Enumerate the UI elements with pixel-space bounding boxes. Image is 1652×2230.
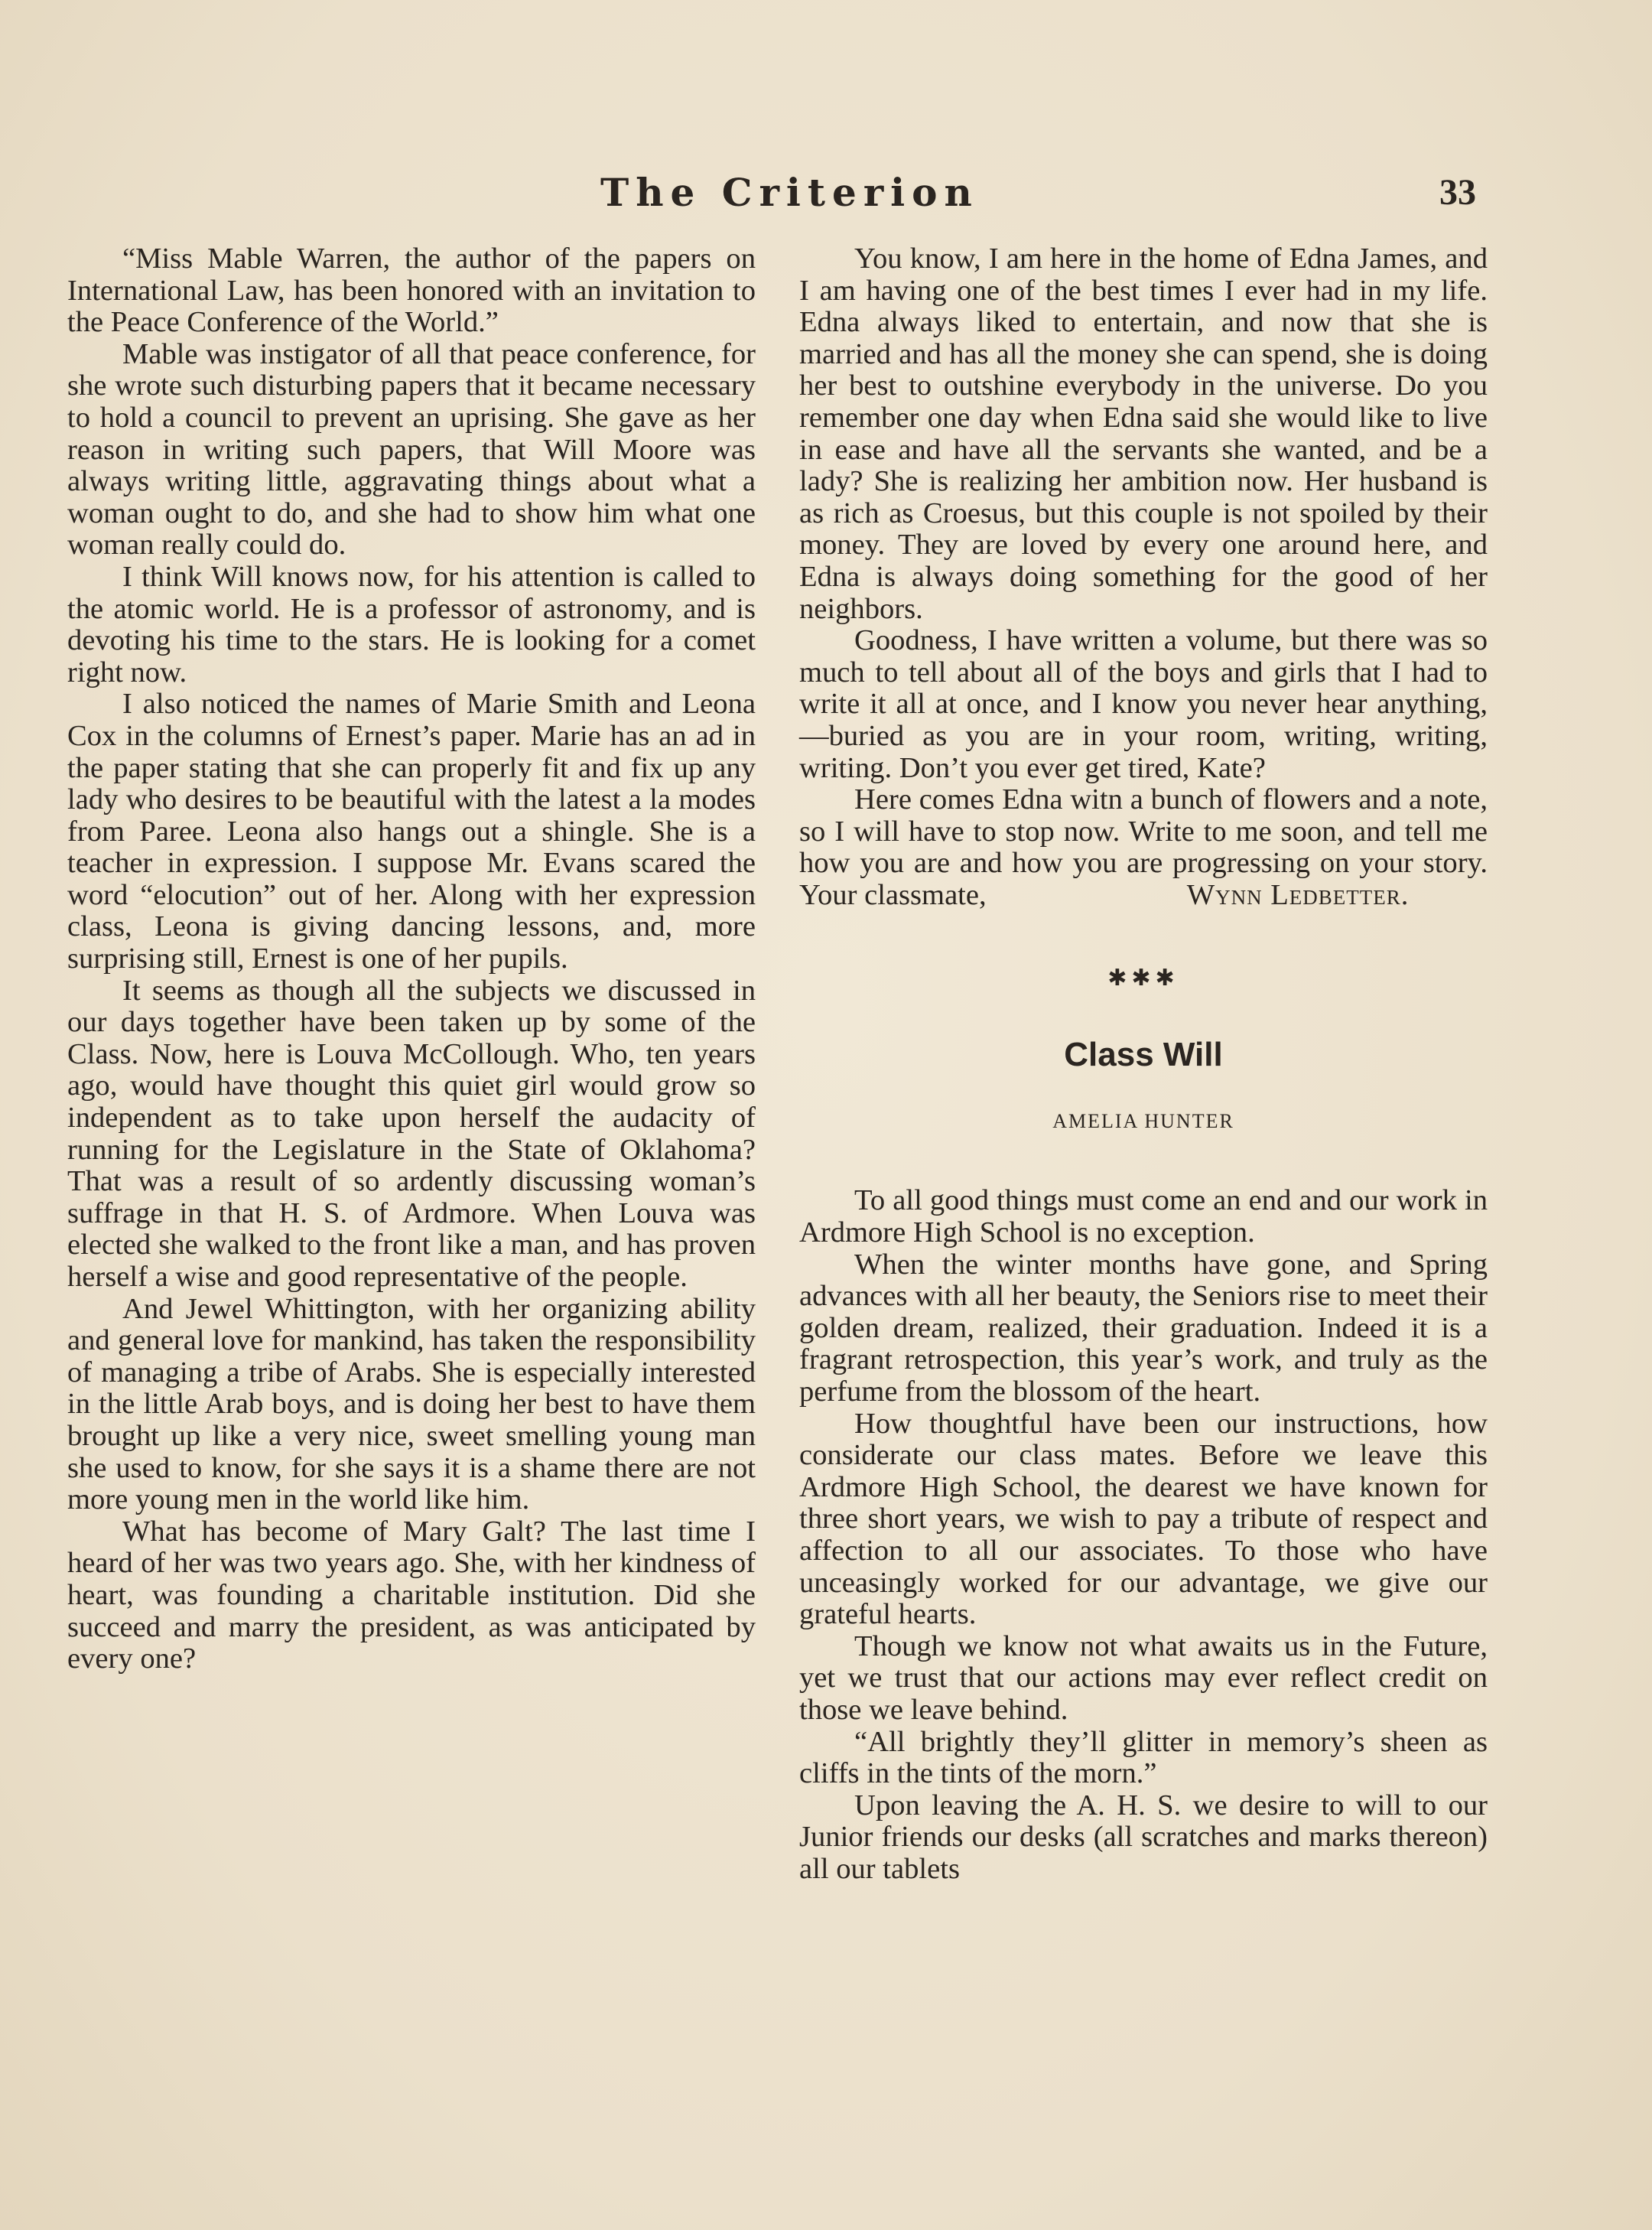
paragraph: When the winter months have gone, and Spring advances with all her beauty, the Seniors rise to meet their golden dream, realized, their graduation. Indeed it is a fragrant retrospection, this year’s work, and truly as the perfume from the blossom of the heart. xyxy=(799,1248,1488,1408)
paragraph: To all good things must come an end and our work in Ardmore High School is no exception. xyxy=(799,1184,1488,1249)
paragraph: Goodness, I have written a volume, but there was so much to tell about all of the boys and girls that I had to write it all at once, and I know you never hear anything,—buried as you are in your room, writing, writing, writing. Don’t you ever get tired, Kate? xyxy=(799,624,1488,784)
paragraph-with-signature xyxy=(799,784,1488,911)
page-number: 33 xyxy=(1439,172,1476,213)
section-divider-ornament: ✱✱✱ xyxy=(1107,965,1179,992)
signature: Wynn Ledbetter. xyxy=(1186,878,1410,911)
author-byline: AMELIA HUNTER xyxy=(1052,1110,1234,1133)
paragraph: I think Will knows now, for his attention is called to the atomic world. He is a professor of astronomy, and is devoting his time to the stars. He is looking for a comet right now. xyxy=(67,560,756,689)
paragraph: You know, I am here in the home of Edna James, and I am having one of the best times I ever had in my life. Edna always liked to entertain, and now that she is married and has all the money she can spend, she is doing her best to outshine everybody in the universe. Do you remember one day when Edna said she would like to live in ease and have all the servants she wanted, and be a lady? She is realizing her ambition now. Her husband is as rich as Croesus, but this couple is not spoiled by their money. They are loved by every one around here, and Edna is always doing something for the good of her neighbors. xyxy=(799,243,1488,625)
paragraph: And Jewel Whittington, with her organizing ability and general love for mankind, has taken the responsibility of managing a tribe of Arabs. She is especially interested in the little Arab boys, and is doing her best to have them brought up like a very nice, sweet smelling young man she used to know, for she says it is a shame there are not more young men in the world like him. xyxy=(67,1292,756,1516)
paragraph: “Miss Mable Warren, the author of the papers on International Law, has been honored with an invitation to the Peace Conference of the World.” xyxy=(67,243,756,339)
paragraph: Though we know not what awaits us in the Future, yet we trust that our actions may ever reflect credit on those we leave behind. xyxy=(799,1629,1488,1726)
right-column xyxy=(799,243,1488,1886)
paragraph: I also noticed the names of Marie Smith and Leona Cox in the columns of Ernest’s paper. Marie has an ad in the paper stating that she can properly fit and fix up any lady who desires to be beautiful with the latest a la modes from Paree. Leona also hangs out a shingle. She is a teacher in expression. I suppose Mr. Evans scared the word “elocution” out of her. Along with her expression class, Leona is giving dancing lessons, and, more surprising still, Ernest is one of her pupils. xyxy=(67,688,756,975)
section-title: Class Will xyxy=(1064,1036,1223,1074)
paragraph: Mable was instigator of all that peace conference, for she wrote such disturbing papers that it became necessary to hold a council to prevent an uprising. She gave as her reason in writing such papers, that Will Moore was always writing little, aggravating things about what a woman ought to do, and she had to show him what one woman really could do. xyxy=(67,337,756,562)
paragraph: “All brightly they’ll glitter in memory’s sheen as cliffs in the tints of the morn.” xyxy=(799,1725,1488,1790)
paragraph: Upon leaving the A. H. S. we desire to will to our Junior friends our desks (all scratches and marks thereon) all our tablets xyxy=(799,1789,1488,1885)
left-column xyxy=(67,243,756,1675)
closing-text: Here comes Edna witn a bunch of flowers and a note, so I will have to stop now. Write to me soon, and tell me how you are and how you are progressing on your story. Your classmate, xyxy=(799,783,1488,911)
page-header xyxy=(0,170,1652,231)
paragraph: How thoughtful have been our instructions, how considerate our class mates. Before we leave this Ardmore High School, the dearest we have known for three short years, we wish to pay a tribute of respect and affection to all our associates. To those who have unceasingly worked for our advantage, we give our grateful hearts. xyxy=(799,1407,1488,1631)
paragraph: What has become of Mary Galt? The last time I heard of her was two years ago. She, with her kindness of heart, was founding a charitable institution. Did she succeed and marry the president, as was anticipated by every one? xyxy=(67,1515,756,1675)
running-title: The Criterion xyxy=(600,170,979,215)
paragraph: It seems as though all the subjects we discussed in our days together have been taken up by some of the Class. Now, here is Louva McCollough. Who, ten years ago, would have thought this quiet girl would grow so independent as to take upon herself the audacity of running for the Legislature in the State of Oklahoma? That was a result of so ardently discussing woman’s suffrage in that H. S. of Ardmore. When Louva was elected she walked to the front like a man, and has proven herself a wise and good representative of the people. xyxy=(67,974,756,1293)
